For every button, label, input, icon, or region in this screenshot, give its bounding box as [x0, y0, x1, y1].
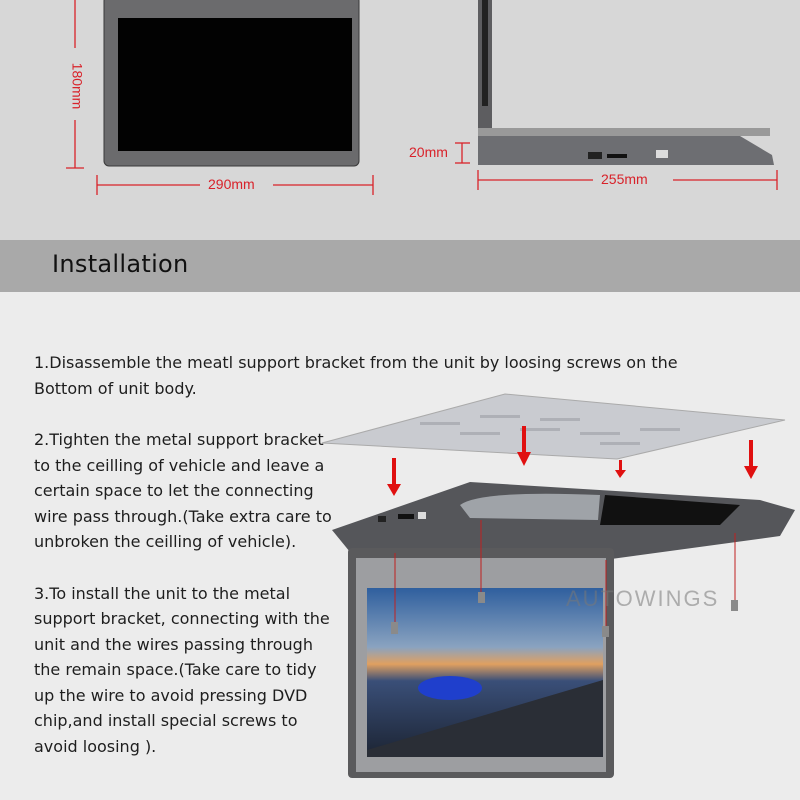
- front-height-label: 180mm: [69, 60, 85, 113]
- side-depth-label: 255mm: [598, 171, 651, 187]
- section-title: Installation: [52, 250, 189, 278]
- step-3: 3.To install the unit to the metal support bracket, connecting with the unit and the wires passing through the remain space.(Take care to tidy up the wire to avoid pressing DVD chip,and install special screws to avoid loosing ).: [34, 583, 330, 756]
- step-1: 1.Disassemble the meatl support bracket from the unit by loosing screws on the Bottom of unit body.: [34, 353, 678, 398]
- section-header: [0, 240, 800, 292]
- watermark-logo: AUTOWINGS: [566, 586, 720, 611]
- front-view-monitor: [104, 0, 359, 166]
- side-view-monitor: [478, 0, 774, 165]
- side-thickness-label: 20mm: [406, 144, 451, 160]
- front-width-label: 290mm: [205, 176, 258, 192]
- step-2: 2.Tighten the metal support bracket to the ceilling of vehicle and leave a certain space to let the connecting wire pass through.(Take extra care to unbroken the ceilling of vehicle).: [34, 430, 332, 551]
- installation-steps: [34, 350, 734, 785]
